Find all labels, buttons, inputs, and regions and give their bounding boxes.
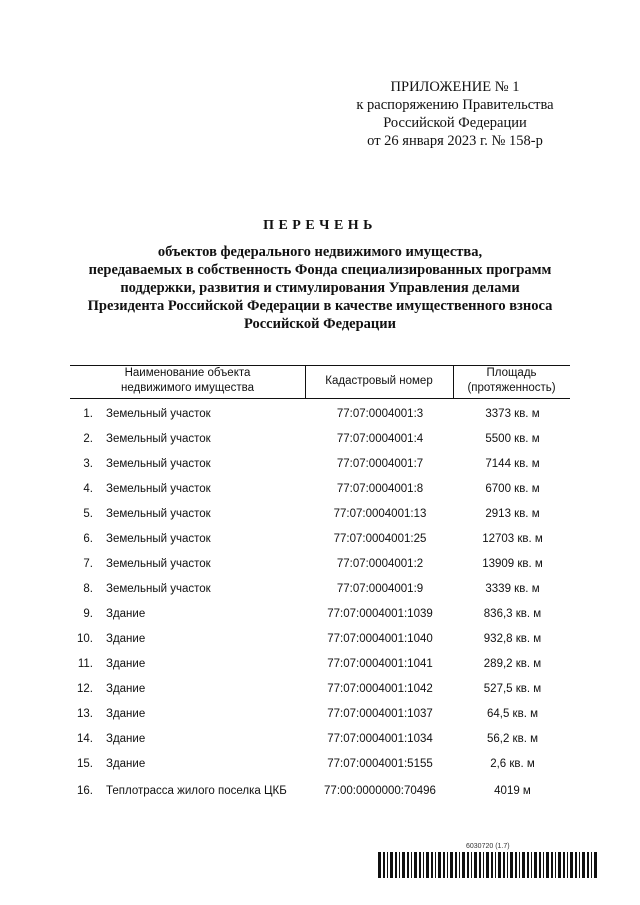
header-area: Площадь (протяженность) [467,367,556,394]
row-area: 13909 кв. м [482,558,543,570]
row-number: 7. [83,558,93,570]
row-object-name: Земельный участок [106,508,211,520]
row-object-name: Земельный участок [106,583,211,595]
row-object-name: Здание [106,683,146,695]
row-area: 5500 кв. м [485,433,540,445]
row-area: 7144 кв. м [485,458,540,470]
row-cadastral-number: 77:07:0004001:1040 [327,633,433,645]
row-cadastral-number: 77:00:0000000:70496 [324,785,436,797]
row-object-name: Земельный участок [106,433,211,445]
table-row [70,679,570,704]
row-area: 3339 кв. м [485,583,540,595]
row-area: 56,2 кв. м [486,733,538,745]
row-object-name: Здание [106,758,146,770]
row-object-name: Земельный участок [106,533,211,545]
table-row [70,404,570,429]
appendix-gov: Российской Федерации [383,115,527,131]
table-row [70,454,570,479]
row-object-name: Здание [106,658,146,670]
table-row [70,754,570,779]
table-row [70,429,570,454]
row-area: 6700 кв. м [485,483,540,495]
row-cadastral-number: 77:07:0004001:8 [336,483,424,495]
row-cadastral-number: 77:07:0004001:1042 [327,683,433,695]
row-area: 836,3 кв. м [483,608,542,620]
title-line: передаваемых в собственность Фонда специализированных программ [88,262,552,278]
row-number: 12. [77,683,93,695]
row-cadastral-number: 77:07:0004001:1037 [327,708,433,720]
row-cadastral-number: 77:07:0004001:9 [336,583,424,595]
table-row [70,654,570,679]
row-number: 15. [77,758,93,770]
appendix-number: ПРИЛОЖЕНИЕ № 1 [390,79,520,95]
row-number: 6. [83,533,93,545]
table-row [70,604,570,629]
row-number: 5. [83,508,93,520]
row-object-name: Земельный участок [106,408,211,420]
row-cadastral-number: 77:07:0004001:13 [333,508,427,520]
row-area: 527,5 кв. м [483,683,542,695]
row-cadastral-number: 77:07:0004001:1039 [327,608,433,620]
row-area: 932,8 кв. м [483,633,542,645]
row-object-name: Земельный участок [106,458,211,470]
table-row [70,554,570,579]
row-cadastral-number: 77:07:0004001:2 [336,558,424,570]
row-cadastral-number: 77:07:0004001:25 [333,533,427,545]
barcode-number: 6030720 (1.7) [466,843,510,850]
row-cadastral-number: 77:07:0004001:1041 [327,658,433,670]
document-heading: ПЕРЕЧЕНЬ [263,218,377,233]
table-row [70,781,570,806]
row-number: 10. [77,633,93,645]
table-row [70,504,570,529]
row-area: 289,2 кв. м [483,658,542,670]
document-title [40,243,600,333]
row-number: 2. [83,433,93,445]
table-row [70,629,570,654]
barcode-icon [378,852,600,878]
title-line: Российской Федерации [243,316,396,332]
row-area: 12703 кв. м [482,533,543,545]
title-line: Президента Российской Федерации в качестве имущественного взноса [87,298,553,314]
row-area: 2,6 кв. м [490,758,535,770]
row-area: 64,5 кв. м [486,708,538,720]
table-row [70,529,570,554]
row-object-name: Земельный участок [106,558,211,570]
row-object-name: Земельный участок [106,483,211,495]
table-row [70,729,570,754]
row-area: 2913 кв. м [485,508,540,520]
row-object-name: Здание [106,708,146,720]
row-object-name: Здание [106,733,146,745]
row-cadastral-number: 77:07:0004001:4 [336,433,424,445]
header-cadastral: Кадастровый номер [325,375,433,387]
row-number: 11. [77,658,93,670]
row-number: 4. [83,483,93,495]
row-number: 8. [83,583,93,595]
row-cadastral-number: 77:07:0004001:7 [336,458,424,470]
row-object-name: Здание [106,608,146,620]
row-number: 13. [77,708,93,720]
title-line: поддержки, развития и стимулирования Управления делами [120,280,520,296]
row-number: 1. [83,408,93,420]
table-row [70,704,570,729]
row-number: 9. [83,608,93,620]
row-cadastral-number: 77:07:0004001:5155 [327,758,433,770]
row-object-name: Здание [106,633,146,645]
row-number: 16. [77,785,93,797]
table-row [70,479,570,504]
header-name: Наименование объекта недвижимого имущества [120,367,255,394]
appendix-block [330,78,580,150]
row-object-name: Теплотрасса жилого поселка ЦКБ [106,785,287,797]
title-line: объектов федерального недвижимого имущества, [157,244,483,260]
row-area: 4019 м [494,785,531,797]
row-number: 3. [83,458,93,470]
table-row [70,579,570,604]
row-cadastral-number: 77:07:0004001:3 [336,408,424,420]
row-area: 3373 кв. м [485,408,540,420]
row-number: 14. [77,733,93,745]
appendix-date: от 26 января 2023 г. № 158-р [367,133,543,149]
table-header-border [70,398,570,399]
appendix-ref: к распоряжению Правительства [356,97,554,113]
row-cadastral-number: 77:07:0004001:1034 [327,733,433,745]
